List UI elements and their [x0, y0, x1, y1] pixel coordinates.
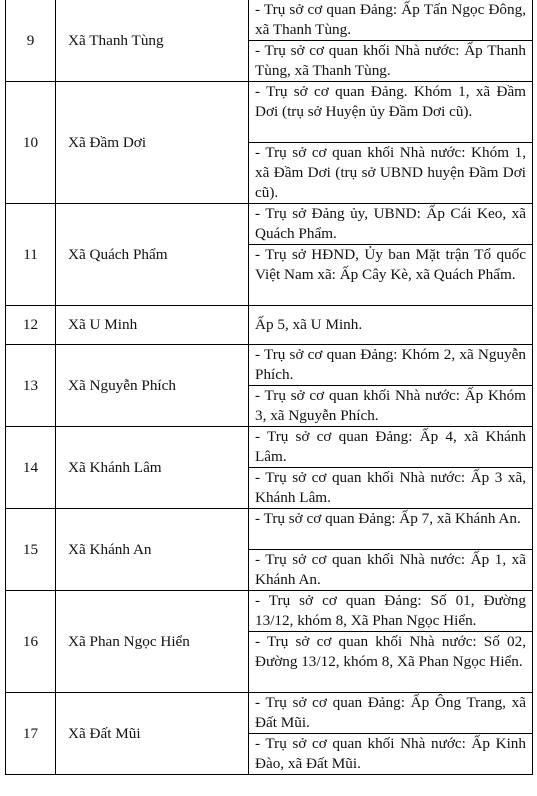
row-number: 15 [6, 509, 56, 591]
row-number: 11 [6, 204, 56, 306]
commune-name: Xã Quách Phẩm [56, 204, 249, 306]
address-cell: - Trụ sở cơ quan khối Nhà nước: Khóm 1, xã Đầm Dơi (trụ sở UBND huyện Đầm Dơi cũ). [249, 143, 533, 204]
commune-name: Xã Phan Ngọc Hiển [56, 591, 249, 693]
table-row [6, 204, 533, 245]
row-number: 14 [6, 427, 56, 509]
table-row [6, 0, 533, 41]
address-cell: - Trụ sở cơ quan khối Nhà nước: Ấp Thanh Tùng, xã Thanh Tùng. [249, 41, 533, 82]
address-cell: - Trụ sở cơ quan khối Nhà nước: Ấp 3 xã, Khánh Lâm. [249, 468, 533, 509]
commune-name: Xã Thanh Tùng [56, 0, 249, 82]
table-row [6, 427, 533, 468]
row-number: 16 [6, 591, 56, 693]
table-row [6, 345, 533, 386]
row-number: 12 [6, 306, 56, 345]
commune-name: Xã Khánh Lâm [56, 427, 249, 509]
commune-name: Xã Khánh An [56, 509, 249, 591]
table-row [6, 82, 533, 143]
table-row [6, 509, 533, 550]
address-cell: - Trụ sở HĐND, Ủy ban Mặt trận Tổ quốc Việt Nam xã: Ấp Cây Kè, xã Quách Phẩm. [249, 245, 533, 306]
address-cell: - Trụ sở cơ quan Đảng: Khóm 2, xã Nguyễn Phích. [249, 345, 533, 386]
address-cell: - Trụ sở cơ quan Đảng: Ấp 7, xã Khánh An. [249, 509, 533, 550]
address-cell: Ấp 5, xã U Minh. [249, 306, 533, 345]
table-row [6, 591, 533, 632]
address-cell: - Trụ sở cơ quan khối Nhà nước: Ấp 1, xã Khánh An. [249, 550, 533, 591]
row-number: 9 [6, 0, 56, 82]
row-number: 13 [6, 345, 56, 427]
commune-address-table [5, 0, 533, 775]
address-cell: - Trụ sở cơ quan Đảng: Ấp Tấn Ngọc Đông, xã Thanh Tùng. [249, 0, 533, 41]
address-cell: - Trụ sở cơ quan khối Nhà nước: Ấp Khóm 3, xã Nguyễn Phích. [249, 386, 533, 427]
row-number: 17 [6, 693, 56, 775]
address-cell: - Trụ sở cơ quan Đảng: Ấp Ông Trang, xã Đất Mũi. [249, 693, 533, 734]
commune-name: Xã Đầm Dơi [56, 82, 249, 204]
address-cell: - Trụ sở Đảng ủy, UBND: Ấp Cái Keo, xã Quách Phẩm. [249, 204, 533, 245]
commune-name: Xã Nguyễn Phích [56, 345, 249, 427]
address-cell: - Trụ sở cơ quan Đảng. Khóm 1, xã Đầm Dơi (trụ sở Huyện ủy Đầm Dơi cũ). [249, 82, 533, 143]
address-cell: - Trụ sở cơ quan khối Nhà nước: Số 02, Đường 13/12, khóm 8, Xã Phan Ngọc Hiển. [249, 632, 533, 693]
commune-name: Xã Đất Mũi [56, 693, 249, 775]
address-cell: - Trụ sở cơ quan khối Nhà nước: Ấp Kinh Đào, xã Đất Mũi. [249, 734, 533, 775]
address-cell: - Trụ sở cơ quan Đảng: Số 01, Đường 13/12, khóm 8, Xã Phan Ngọc Hiển. [249, 591, 533, 632]
commune-name: Xã U Minh [56, 306, 249, 345]
address-cell: - Trụ sở cơ quan Đảng: Ấp 4, xã Khánh Lâm. [249, 427, 533, 468]
table-row [6, 306, 533, 345]
table-row [6, 693, 533, 734]
row-number: 10 [6, 82, 56, 204]
